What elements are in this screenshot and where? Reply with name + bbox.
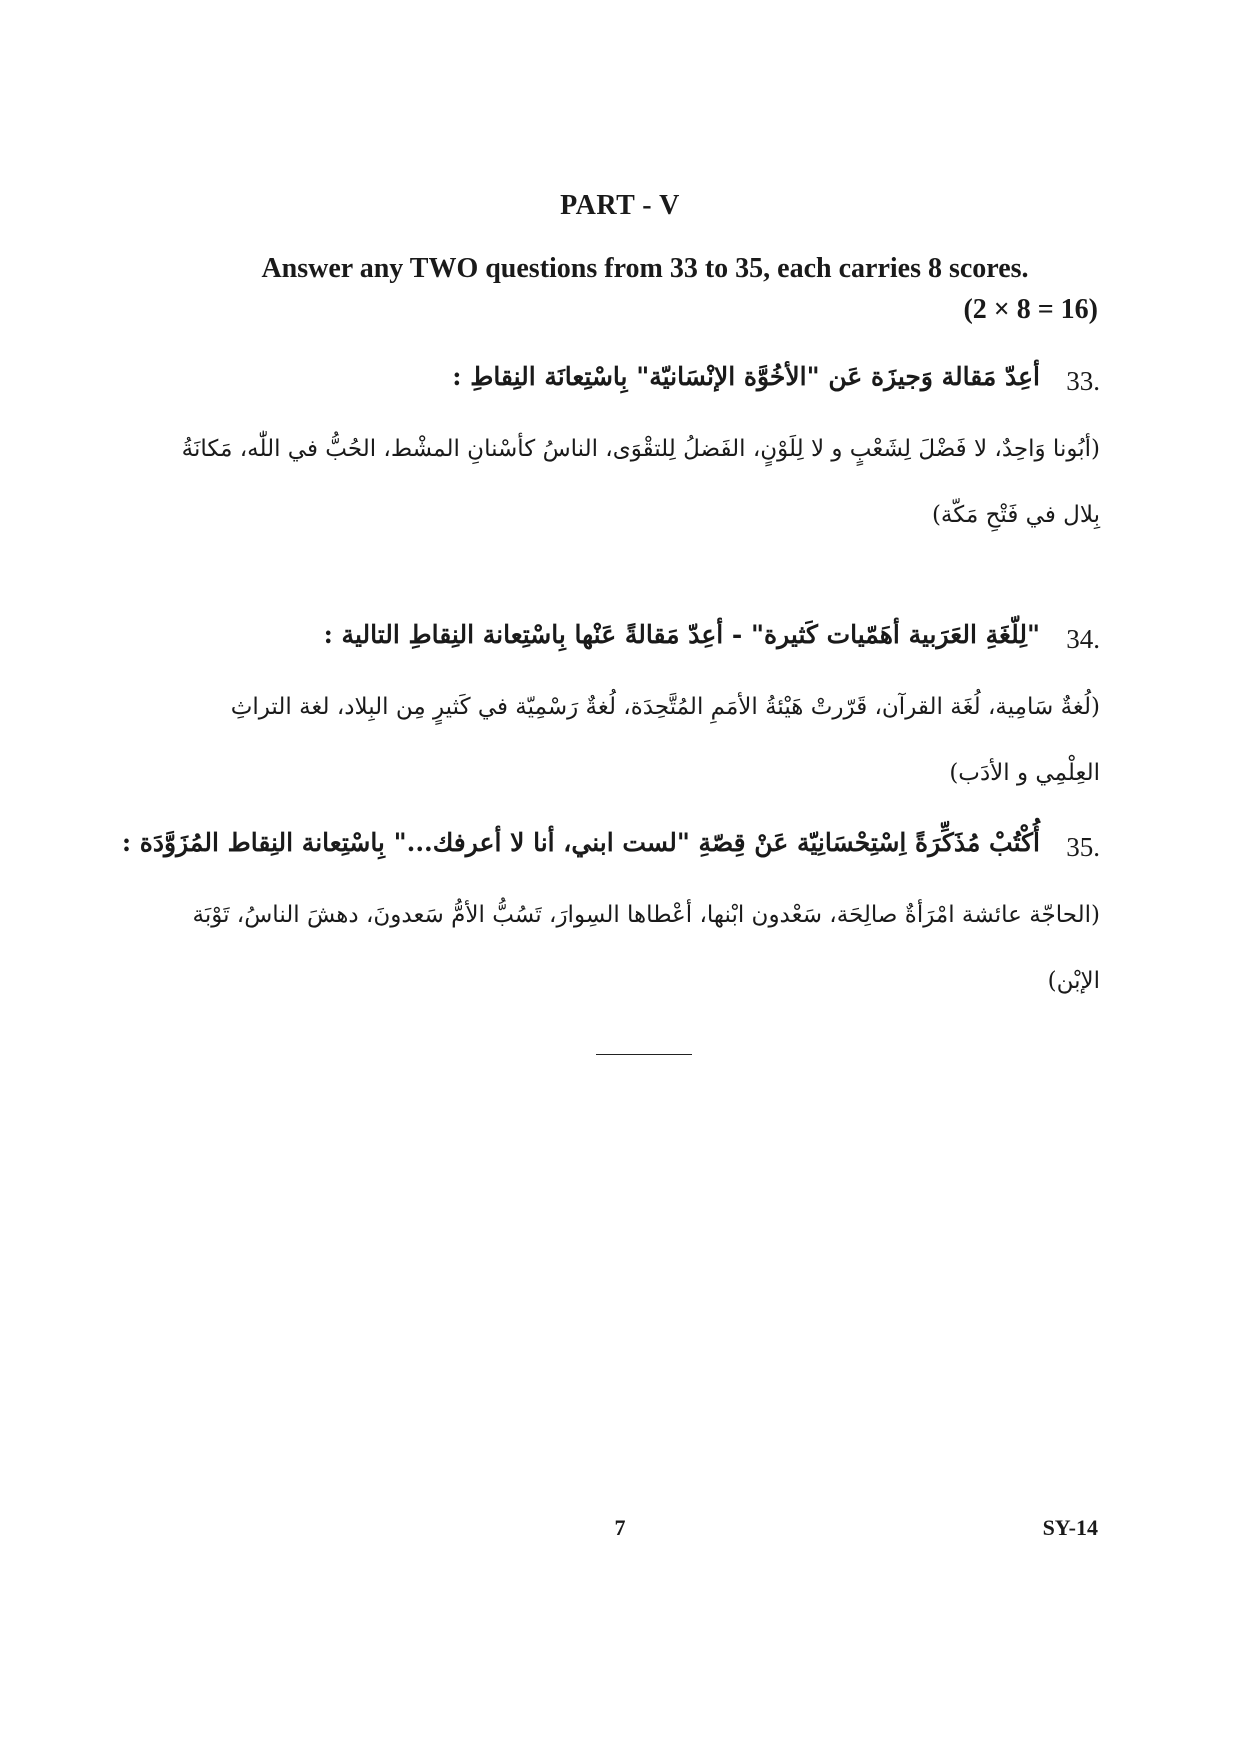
question-prompt: "لِلّغَةِ العَرَبية أهَمّيات كَثيرة" - أعِدّ مَقالةً عَنْها بِاسْتِعانة النِقاطِ التالية : bbox=[323, 620, 1040, 649]
instruction-text: Answer any TWO questions from 33 to 35, each carries 8 scores. bbox=[261, 253, 1029, 284]
page-number: 7 bbox=[614, 1515, 626, 1540]
question-hints: (لُغةٌ سَامِية، لُغَة القرآن، قَرّرتْ هَيْئةُ الأمَمِ المُتَّحِدَة، لُغةٌ رَسْمِيّة في كَثيرٍ مِن البِلاد، لغة التراثِ العِلْمِي و الأدَب) bbox=[230, 694, 1100, 786]
score-allocation: (2 × 8 = 16) bbox=[963, 294, 1098, 325]
question-33 bbox=[180, 362, 1100, 548]
part-title: PART - V bbox=[560, 190, 680, 221]
paper-code: SY-14 bbox=[1042, 1515, 1098, 1540]
question-35 bbox=[121, 828, 1100, 1014]
end-divider bbox=[596, 1054, 692, 1055]
question-number: 34. bbox=[1066, 624, 1100, 654]
question-number: 33. bbox=[1066, 366, 1100, 396]
question-prompt: أُكْتُبْ مُذَكِّرَةً اِسْتِحْسَانِيّة عَنْ قِصّةِ "لست ابني، أنا لا أعرفك..." بِاسْتِعانة النِقاط المُزَوَّدَة : bbox=[121, 828, 1040, 857]
question-hints: (الحاجّة عائشة امْرَأةٌ صالِحَة، سَعْدون ابْنها، أعْطاها السِوارَ، تَسُبُّ الأمُّ سَعدونَ، دهشَ الناسُ، تَوْبَة الإبْن) bbox=[192, 902, 1100, 994]
question-number: 35. bbox=[1066, 832, 1100, 862]
question-prompt: أعِدّ مَقالة وَجيزَة عَن "الأخُوَّة الإنْسَانيّة" بِاسْتِعانَة النِقاطِ : bbox=[452, 362, 1040, 391]
question-34 bbox=[180, 620, 1100, 806]
question-hints: (أبُونا وَاحِدٌ، لا فَضْلَ لِشَعْبٍ و لا لِلَوْنٍ، الفَضلُ لِلتقْوَى، الناسُ كأسْنانِ المشْط، الحُبُّ في اللّٰه، مَكانَةُ بِلال في فَتْحِ مَكّة) bbox=[181, 436, 1100, 528]
